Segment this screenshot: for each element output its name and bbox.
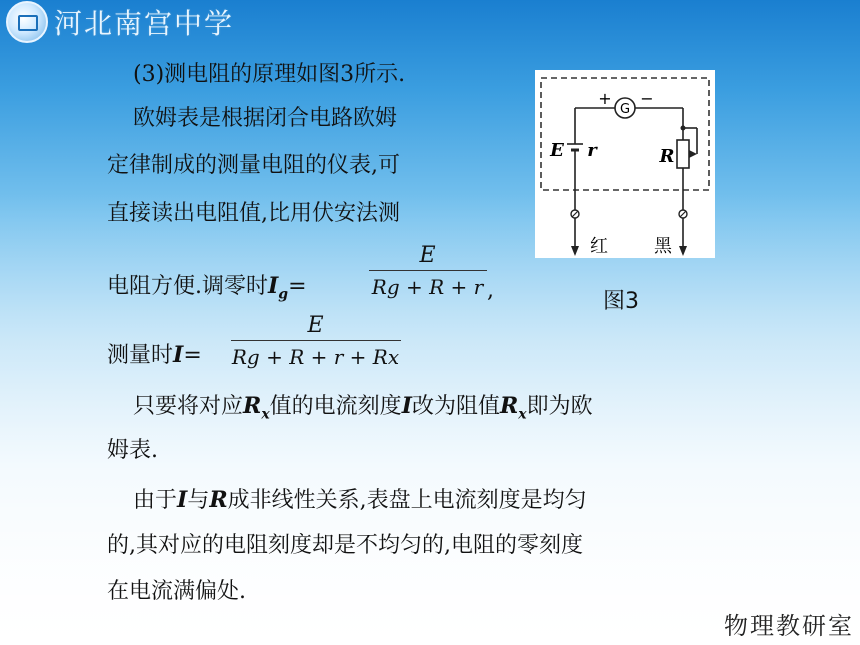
- para2-text-a: 只要将对应: [133, 394, 244, 419]
- var-R: R: [243, 393, 262, 419]
- probe-red-arrow-icon: [571, 246, 579, 256]
- para2-line1: [133, 391, 593, 429]
- equals-sign: =: [183, 343, 202, 368]
- var-sub-x: x: [518, 406, 527, 423]
- para1-line6-text: 测量时: [107, 343, 174, 368]
- para1-line2: 欧姆表是根据闭合电路欧姆: [133, 106, 398, 131]
- var-I: I: [177, 487, 188, 513]
- para3-line3: 在电流满偏处.: [107, 579, 246, 604]
- para1-line6: [107, 340, 202, 371]
- formula2-denominator: Rg + R + r + Rx: [231, 345, 400, 369]
- school-logo-icon: [6, 1, 48, 43]
- para3-line1: [133, 485, 587, 516]
- para2-line2: 姆表.: [107, 438, 158, 463]
- para1-line4: 直接读出电阻值,比用伏安法测: [107, 201, 400, 226]
- para1-line5-text: 电阻方便.调零时: [107, 274, 268, 299]
- para3-line2: 的,其对应的电阻刻度却是不均匀的,电阻的零刻度: [107, 533, 583, 558]
- probe-red-label: 红: [590, 236, 608, 257]
- galvanometer-label: G: [619, 102, 631, 117]
- figure-caption: 图3: [603, 289, 639, 314]
- para3-text-b: 与: [187, 488, 210, 513]
- school-name: 河北南宫中学: [54, 7, 235, 40]
- para1-line5: [107, 271, 307, 309]
- var-R: R: [500, 393, 519, 419]
- var-R: R: [209, 487, 228, 513]
- formula-zeroing: [365, 242, 490, 303]
- rheostat-icon: [677, 140, 689, 168]
- formula1-denominator: Rg + R + r: [371, 275, 484, 299]
- para1-line3: 定律制成的测量电阻的仪表,可: [107, 153, 400, 178]
- para2-text-b: 值的电流刻度: [269, 394, 402, 419]
- galvanometer-minus: −: [640, 89, 654, 108]
- var-sub-x: x: [261, 406, 270, 423]
- battery-emf-label: E: [550, 140, 564, 161]
- var-sub-g: g: [278, 286, 289, 303]
- formula1-numerator: E: [419, 243, 436, 268]
- para3-text-a: 由于: [133, 488, 178, 513]
- var-I: I: [401, 393, 412, 419]
- footer-department-label: 物理教研室: [724, 612, 854, 640]
- formula2-numerator: E: [307, 313, 324, 338]
- header-logo-bar: [0, 0, 234, 44]
- circuit-diagram: [535, 70, 715, 258]
- galvanometer-plus: +: [598, 89, 612, 108]
- para2-text-c: 改为阻值: [411, 394, 500, 419]
- rheostat-slider-icon: [689, 150, 697, 158]
- para1-line1: (3)测电阻的原理如图3所示.: [133, 62, 406, 87]
- rheostat-label: R: [659, 146, 675, 167]
- formula-measure: [228, 312, 403, 373]
- var-I: I: [268, 273, 279, 299]
- var-I: I: [173, 342, 184, 368]
- para3-text-c: 成非线性关系,表盘上电流刻度是均匀: [227, 488, 587, 513]
- probe-black-label: 黑: [654, 236, 672, 257]
- equals-sign: =: [288, 274, 307, 299]
- formula1-comma: ,: [487, 278, 494, 303]
- battery-r-label: r: [587, 140, 597, 161]
- para2-text-d: 即为欧: [526, 394, 593, 419]
- probe-black-arrow-icon: [679, 246, 687, 256]
- circuit-figure: [535, 70, 715, 258]
